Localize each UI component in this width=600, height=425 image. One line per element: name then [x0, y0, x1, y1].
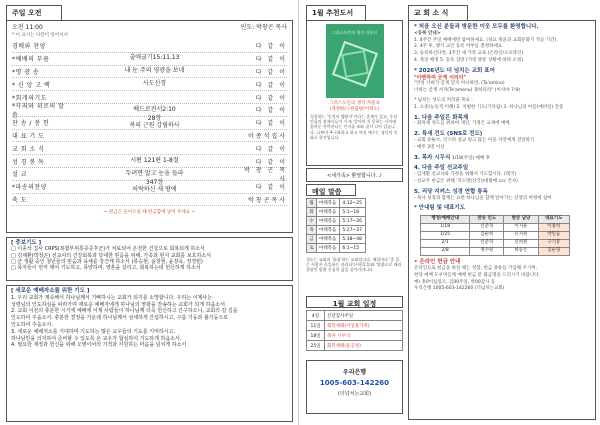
order-item-leader: 박창곤목사 — [248, 196, 287, 204]
bible-row — [307, 235, 366, 244]
order-of-worship — [6, 20, 293, 233]
bible-day: 화 — [307, 208, 317, 217]
new-worship-place-title: [ 새로운 예배자소를 위한 기도 ] — [11, 288, 90, 294]
intercession-list — [11, 246, 288, 271]
helper-cell: 신준혁 — [470, 240, 504, 248]
schedule-row — [307, 341, 403, 351]
helper-cell: 정수원 — [470, 248, 504, 256]
order-item — [12, 53, 287, 66]
order-item — [12, 142, 287, 155]
book-header: 1월 추천도서 — [306, 5, 366, 21]
registration-step: 3. 등록하신다면, 3주간 새 가족 교육 (온라인/오프라인) — [414, 51, 524, 57]
order-item-leader: 다 같 이 — [255, 81, 287, 89]
bible-day: 금 — [307, 235, 317, 244]
order-item-label: 성 경 봉 독 — [12, 158, 45, 166]
prayer-item: 인도하여 주옵소서. 충분한 결정을 가운데 하나님께서 섬세하게 간섭하시고, 구름 기둥과 불기둥으로 — [11, 315, 229, 322]
order-item-content: 두려면 말고 눈을 들라 — [125, 169, 184, 177]
helper-cell: 찬송 인도 — [470, 216, 504, 224]
order-item-leader: 박 창 곤 목 사 — [244, 166, 287, 183]
helper-cell: 김순희 — [470, 232, 504, 240]
order-item-leader: 다 같 이 — [255, 68, 287, 76]
schedule-date: 4일 — [307, 311, 325, 321]
daily-bible-header: 매일 말씀 — [306, 184, 356, 196]
bible-range: 5:38~48 — [340, 235, 366, 244]
schedule-date: 11일 — [307, 321, 325, 331]
online-offering-line: 우리은행 1005-603-142260 (더넘치는교회) — [414, 286, 505, 292]
order-item-label: 설 교 — [12, 171, 27, 179]
news-2-line: - 매주 3명 이상 — [414, 144, 445, 150]
order-item-content: 베드로전서2:10 — [133, 105, 176, 113]
bible-book: 마태복음 — [317, 199, 340, 208]
motto-text: "아멘하며 굳게 서리라" — [414, 74, 467, 81]
account-owner: (더넘치는교회) — [338, 391, 371, 397]
order-item — [12, 130, 287, 143]
news-1-text: - 화목제 성도를 위하여 개인, 가정은 교제에 예배 — [414, 121, 510, 127]
schedule-row — [307, 321, 403, 331]
order-item-content: 시편 121편 1-8절 — [130, 156, 179, 164]
news-4-line: - 김재환 선교사와 가정을 위해서 기도합시다. (태국) — [414, 172, 517, 178]
schedule-date: 18일 — [307, 331, 325, 341]
helper-heading: * 안내팀 및 대표기도 — [414, 205, 466, 212]
order-item — [12, 78, 287, 91]
worship-title: 주일 오전 — [6, 5, 62, 21]
helper-cell: 신희원 — [504, 240, 538, 248]
bible-range: 4:12~25 — [340, 199, 366, 208]
helper-cell: 행정/예배안내 — [421, 216, 470, 224]
curriculum-heading: * 넘치는 성도의 커리큘 목표 : — [414, 97, 473, 103]
motto-verse — [414, 81, 590, 95]
news-5-title: 5. 리당 지켜스 성경 연합 통독 — [414, 188, 488, 195]
news-2-text — [414, 138, 590, 152]
prayer-item: 3. 새로운 예배처소를 기대하며 기도하는 많은 교우들의 기도를 기억하시고, — [11, 328, 175, 335]
bank-name: 우리은행 — [342, 369, 367, 376]
order-item-label: *명 광 송 — [12, 68, 40, 76]
order-item-leader: 다 같 이 — [255, 56, 287, 64]
online-offering-line: 온라인으로 헌금을 하실 때는 성함, 헌금 종류를 기입해 주시며, — [414, 265, 537, 271]
helper-cell: 대표기도 — [538, 216, 569, 224]
bible-book: 마태복음 — [317, 226, 340, 235]
news-4-title: 4. 다음 주일 선교주일 — [414, 165, 469, 172]
helper-cell: 구기봉 — [538, 240, 569, 248]
intercession-item: □ 김채환(박창곤) 선교사의 건강회복과 당대한 믿음을 위해, 가족과 현지 교회를 보호하소서 — [11, 252, 211, 259]
news-1-title: 1. 다음 주일은 화목제 — [414, 114, 469, 121]
order-item-label: *파송의찬양 — [12, 184, 47, 192]
order-item-label: 대 표 기 도 — [12, 132, 45, 140]
welcome-heading: * 처음 오신 분들과 방문한 이웃 모두를 환영합니다. — [414, 24, 539, 30]
order-item-label: 찬 송 / 봉 헌 — [12, 120, 50, 128]
registration-step: 2. 4주 후, 행식 교인 등록 여부를 결정하세요. — [414, 44, 504, 50]
helper-cell: 2/8 — [421, 248, 470, 256]
registration-steps — [414, 38, 590, 65]
new-worship-place-list — [11, 295, 288, 349]
new-family-welcome: <새가족> 환영합니다. ♪ — [306, 168, 403, 182]
intercession-item: □ 군 생활 중인 청년들의 믿음과 육체를 강건케 하소서 (류승현, 윤창현, 윤창욱, 정경빈) — [11, 258, 203, 265]
bible-row — [307, 244, 366, 253]
standing-note: * 이 표시는 다같이 일어서서 — [12, 33, 68, 38]
order-item — [12, 117, 287, 130]
intercession-box — [6, 237, 293, 281]
offering-note: ~ 헌금은 들어오실 때 헌금함에 넣어 주세요 ~ — [103, 210, 196, 216]
order-item-label: 교 회 소 식 — [12, 145, 45, 153]
registration-step: 4. 목장 배정 5. 등록 심방 (가정 방문 상황에 따라 조정) — [414, 57, 523, 63]
helper-row — [421, 248, 570, 256]
bible-day: 목 — [307, 226, 317, 235]
order-item-leader: 이종석집사 — [248, 132, 287, 140]
prayer-item: 인도하여 주옵소서. — [11, 321, 53, 328]
book-cover-text: 그리스도인의 생각 자물쇠 — [331, 30, 378, 35]
order-item-leader: 다 같 이 — [255, 145, 287, 153]
bible-day: 토 — [307, 244, 317, 253]
online-offering-line: 헌당 예배 도우미들께 예배 헌금 문 화금명을 드리시기 바랍니다. — [414, 272, 540, 278]
worship-meta — [12, 23, 287, 32]
helper-cell: 이종석 — [538, 224, 569, 232]
bible-row — [307, 199, 366, 208]
registration-step: 1. 4주간 주일 예배에만 참여하세요. (성교 정을과 교회문화기 적응 기간) — [414, 37, 557, 43]
prayer-item: 4. 필요한 재정과 헌신을 위해 오병이어의 기적과 자원하는 마음을 넘치게 하소서 — [11, 342, 187, 349]
order-item — [12, 66, 287, 79]
curriculum-goals: 1. 소중(능동적 이해) 2. 지평한 기도(기다림) 3. 하나님의 아름(예비일) 간증 — [414, 104, 564, 110]
online-offering-line: 예) 홍0이십일조, 김00주일, 박00감사 등 — [414, 279, 496, 285]
recommended-book — [306, 20, 403, 166]
order-list — [12, 40, 287, 206]
registration-heading: <등록 안내> — [414, 30, 441, 36]
order-item-content: 28장 복의 근원 강림하사 — [129, 115, 180, 129]
news-4-text — [414, 172, 590, 186]
new-worship-place-box — [6, 285, 293, 422]
schedule-event: 회복세례(윤공정) — [325, 341, 403, 351]
helper-cell: 박믿음 — [538, 232, 569, 240]
daily-bible-table — [306, 198, 366, 253]
order-item-leader: 다 같 이 — [255, 107, 287, 115]
order-item-label: 축 도 — [12, 196, 27, 204]
schedule-row — [307, 331, 403, 341]
intercession-item: □ 이종석 집사 CRPS(복합부위통증증후군)가 치료되어 온전한 건강으로 회복되게 하소서 — [11, 246, 205, 253]
bible-day: 월 — [307, 199, 317, 208]
intercession-item: □ 목자들이 먼저 깨어 기도하고, 목양하며, 영혼을 살리고, 회복하는데 헌신하게 하소서 — [11, 265, 201, 272]
news-3-title: 3. 목자 시무식 — [414, 154, 451, 161]
offering-account-box — [306, 360, 403, 414]
schedule-table — [306, 310, 403, 351]
motto-verse-line: 너희는 굳게 서지(Te'amenu) 못하리라" (이사야 7:9) — [414, 88, 520, 94]
order-item-leader: 다 같 이 — [255, 184, 287, 192]
worship-leader: 인도: 박창곤 목사 — [240, 24, 287, 31]
motto-verse-line: "만일 너희가 굳게 믿지 아니하면, (Ta'amino) — [414, 81, 505, 87]
order-item-content: 347장 허락하신 새 땅에 — [132, 179, 177, 193]
bible-row — [307, 226, 366, 235]
intercession-title: [ 중보기도 ] — [11, 240, 42, 246]
worship-time: 오전 11:00 — [12, 24, 43, 31]
helper-cell: 유지원 — [504, 232, 538, 240]
order-item — [12, 40, 287, 53]
prayer-item: 1. 우리 교회가 계속해서 하나님께서 기뻐하시는 교회가 되기를 소망합니다. 우리는 이제사는 — [11, 294, 212, 301]
news-2-title: 2. 특새 건도 (SNS로 전도) — [414, 131, 483, 138]
bible-range: 6:1~15 — [340, 244, 366, 253]
helper-cell: 현상 담당 — [504, 216, 538, 224]
helper-row — [421, 232, 570, 240]
book-description: 성장하는 '인격의 엠팔지'이라는 좋제가 있고, 우리 믿음의 잠재사들이 가 또 알아차 지 못하는 사이에 꽃아둔 전략한다는 인지를 조와 질지 나아 있습니다. 나쁘며 추구화하고 하고 여섯 예수는 생각의 인화로 한것입니다. — [310, 114, 398, 140]
schedule-row — [307, 311, 403, 321]
helper-cell: 2/1 — [421, 240, 470, 248]
order-item — [12, 194, 287, 207]
prayer-item: 성령님의 인도하심을 따라가며 새로운 예배자에게 하나님의 영광을 찬송하는 교회가 되게 하옵소서. — [11, 301, 227, 308]
schedule-event: 신년감사주일 — [325, 311, 403, 321]
bible-memo: 성도는 교회의 '회심'하는 교회입니다. 매일마다 '좋 읽는 사람은 독일하는 자라다'(시편1:1)와 '말씀으로 때리 칠달인 말씀 중심의 삶을 살아가라니다. — [306, 257, 402, 273]
bible-range: 5:27~37 — [340, 226, 366, 235]
helper-cell: 신준혁 — [470, 224, 504, 232]
book-title: 그리스도인의 생각 자물쇠 — [329, 101, 380, 106]
order-item-label: * 신 앙 고 백 — [12, 81, 51, 89]
motto-heading: * 2026년도 더 넘치는 교회 표어 — [414, 67, 495, 74]
order-item-label: *예배의 부름 — [12, 56, 50, 64]
book-cover-image — [326, 24, 384, 98]
news-2-line: - 교회 유튜브, 인스타 설교 링크 많는 이웃 자연에게 전달하기 — [414, 137, 535, 143]
order-item — [12, 181, 287, 194]
book-publisher: (개정판/구원출판/이정도) — [329, 107, 380, 112]
order-item-leader: 다 같 이 — [255, 158, 287, 166]
helper-cell: 1/18 — [421, 224, 470, 232]
prayer-item: 하나님만을 의지하여 준비할 수 있도록 온 교우가 합심하여 기도하게 하옵소서. — [11, 335, 182, 342]
helper-row — [421, 216, 570, 224]
bible-book: 마태복음 — [317, 217, 340, 226]
schedule-event: 목자 시무식 — [325, 331, 403, 341]
order-item-label: *회개의기도 — [12, 94, 47, 102]
news-header: 교 회 소 식 — [408, 5, 468, 21]
helper-row — [421, 224, 570, 232]
order-item-label: *사죄와 위로의 말씀 — [12, 102, 65, 119]
online-offering-title: • 온라인 헌금 안내 — [414, 259, 461, 266]
online-offering-text — [414, 266, 590, 293]
bible-row — [307, 208, 366, 217]
helper-row — [421, 240, 570, 248]
news-4-line: - 선교주 헌금은 위해 '지도방(신국)/대활매 ccc 간사) — [414, 178, 518, 184]
helper-table — [420, 215, 570, 256]
news-3-text: 1/18(주일) 예배 후 — [451, 155, 491, 161]
schedule-header: 1월 교회 일정 — [306, 296, 403, 308]
schedule-event: 회복세례(이상훈가족) — [325, 321, 403, 331]
fold-line — [298, 0, 299, 425]
bible-day: 수 — [307, 217, 317, 226]
prayer-item: 2. 교회 이전의 충분한 시기에 예배에 이제 사람들이 하나님께 더욱 헌신하고 간구하오니, 교회의 갈 길을 — [11, 308, 238, 315]
bible-range: 5:1~16 — [340, 208, 366, 217]
helper-cell: 이지운 — [504, 224, 538, 232]
bible-book: 마태복음 — [317, 208, 340, 217]
order-item-content: 사도신경 — [142, 80, 167, 88]
account-number: 1005-603-142260 — [319, 379, 390, 387]
order-item-leader: 다 같 이 — [255, 120, 287, 128]
order-item-content: 내 눈 주의 영광을 보네 — [124, 67, 185, 75]
helper-cell: 하승온 — [504, 248, 538, 256]
order-item-leader: 다 같 이 — [255, 43, 287, 51]
bible-row — [307, 217, 366, 226]
cover-square-inner — [341, 50, 369, 78]
news-5-text: - 목사 성경과 함께는 요한 하나님을 함께 알아가는 신앙의 여정에 참여 — [414, 195, 552, 201]
church-news — [408, 20, 596, 420]
helper-cell: 김순형 — [538, 248, 569, 256]
order-item-content: 출애굽기15:11,13 — [129, 54, 180, 62]
bible-book: 마태복음 — [317, 235, 340, 244]
bible-book: 마태복음 — [317, 244, 340, 253]
helper-cell: 1/25 — [421, 232, 470, 240]
order-item-label: 경배와 찬양 — [12, 43, 46, 51]
bible-range: 5:17~26 — [340, 217, 366, 226]
schedule-date: 25일 — [307, 341, 325, 351]
order-item-leader: 다 같 이 — [255, 94, 287, 102]
